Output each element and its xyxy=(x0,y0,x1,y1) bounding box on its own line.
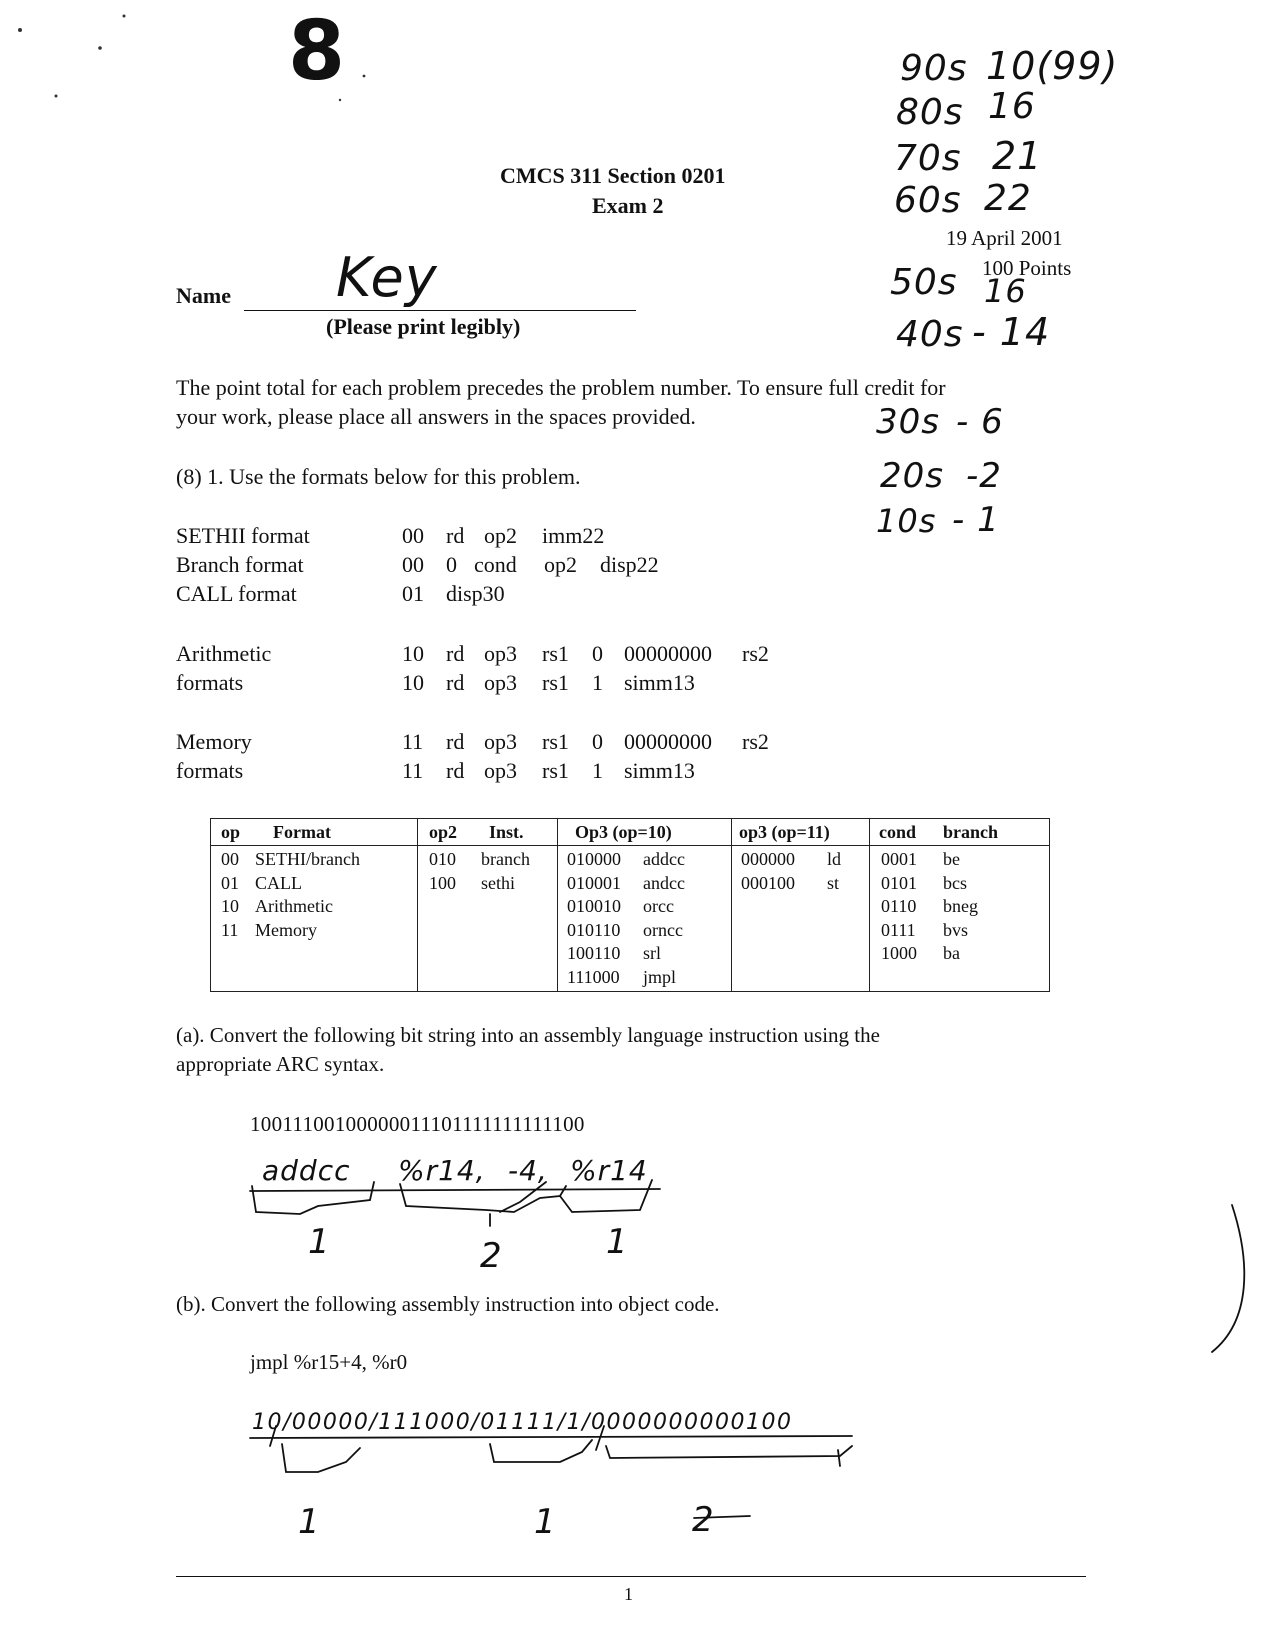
format-field: 10 xyxy=(402,641,424,666)
table-cell-op: 01 xyxy=(221,872,239,893)
format-field: op2 xyxy=(544,552,577,577)
table-cell-op3-arith: 010010 xyxy=(567,896,621,916)
grade-range: 10s xyxy=(876,502,937,540)
grade-count: 22 xyxy=(984,178,1032,219)
part-b-score: 2 xyxy=(692,1500,715,1540)
format-field: 00 xyxy=(402,552,424,577)
format-field: 00000000 xyxy=(624,729,712,754)
table-cell-op3-arith-inst: andcc xyxy=(643,872,685,893)
format-field: 00000000 xyxy=(624,641,712,666)
part-a-bit-string: 10011100100000011101111111111100 xyxy=(250,1112,585,1136)
part-a-prompt-line-2: appropriate ARC syntax. xyxy=(176,1052,385,1076)
table-cell-op3-arith: 010110 xyxy=(567,919,621,940)
part-a-answer-operand: %r14 xyxy=(570,1154,648,1187)
table-header: op2 xyxy=(429,822,458,842)
table-header: Format xyxy=(273,822,331,842)
grade-count: 21 xyxy=(992,134,1043,178)
table-cell-op3-arith-inst: addcc xyxy=(643,849,685,869)
table-cell-inst: branch xyxy=(481,849,530,869)
part-b-answer: 10/00000/111000/01111/1/0000000000100 xyxy=(252,1410,793,1435)
part-a-answer-mnemonic: addcc xyxy=(262,1154,351,1187)
grade-count: -2 xyxy=(966,456,1002,496)
format-field: 11 xyxy=(402,758,424,783)
format-field: rs1 xyxy=(542,758,569,783)
format-field: op3 xyxy=(484,670,517,695)
table-cell-cond: 0001 xyxy=(881,849,917,869)
page-marker: 8 xyxy=(288,4,346,99)
part-b-instruction: jmpl %r15+4, %r0 xyxy=(250,1350,408,1374)
format-field: op3 xyxy=(484,758,517,783)
grade-range: 90s xyxy=(900,48,968,89)
grade-range: 40s xyxy=(896,314,964,355)
format-field: simm13 xyxy=(624,670,695,695)
part-b-prompt: (b). Convert the following assembly instruction into object code. xyxy=(176,1292,720,1316)
format-field: rd xyxy=(446,641,465,666)
grade-count: - 1 xyxy=(952,500,1000,540)
table-cell-op3-mem: 000000 xyxy=(741,849,795,869)
format-field: rd xyxy=(446,523,465,548)
table-cell-format: SETHI/branch xyxy=(255,849,360,869)
grade-range: 70s xyxy=(894,138,962,179)
table-cell-op3-mem: 000100 xyxy=(741,872,795,893)
format-name: formats xyxy=(176,758,244,783)
format-field: rd xyxy=(446,758,465,783)
grade-count: - 14 xyxy=(972,310,1051,354)
part-b-score: 1 xyxy=(534,1502,557,1542)
table-cell-op2: 100 xyxy=(429,872,456,893)
table-cell-op: 11 xyxy=(221,919,239,940)
grade-range: 20s xyxy=(880,456,944,496)
format-field: rs2 xyxy=(742,729,769,754)
format-name: Arithmetic xyxy=(176,641,272,666)
table-cell-cond: 0101 xyxy=(881,872,917,893)
format-field: simm13 xyxy=(624,758,695,783)
table-cell-format: CALL xyxy=(255,872,302,893)
format-field: op3 xyxy=(484,641,517,666)
format-field: 0 xyxy=(592,729,603,754)
part-a-answer-operand: -4, xyxy=(508,1154,548,1187)
table-cell-branch: bcs xyxy=(943,872,967,893)
table-header: Inst. xyxy=(489,822,524,842)
format-name: Branch format xyxy=(176,552,304,577)
table-cell-inst: sethi xyxy=(481,872,515,893)
table-cell-op2: 010 xyxy=(429,849,456,869)
format-field: disp22 xyxy=(600,552,659,577)
table-cell-cond: 1000 xyxy=(881,943,917,963)
part-a-score: 1 xyxy=(308,1222,331,1262)
part-a-score: 2 xyxy=(480,1236,503,1276)
grade-range: 50s xyxy=(890,262,958,303)
format-field: 10 xyxy=(402,670,424,695)
table-cell-branch: bvs xyxy=(943,919,969,940)
grade-count: 16 xyxy=(988,86,1036,127)
format-field: rs2 xyxy=(742,641,769,666)
table-cell-branch: ba xyxy=(943,943,960,963)
format-field: rd xyxy=(446,729,465,754)
problem-1-intro: (8) 1. Use the formats below for this problem. xyxy=(176,464,581,489)
exam-points: 100 Points xyxy=(982,256,1072,280)
format-field: 1 xyxy=(592,758,603,783)
instructions-line-1: The point total for each problem precedes the problem number. To ensure full credit for xyxy=(176,375,946,400)
table-header: cond xyxy=(879,822,917,842)
part-b-score: 1 xyxy=(298,1502,321,1542)
name-hint: (Please print legibly) xyxy=(326,314,521,339)
name-label: Name xyxy=(176,283,231,308)
table-cell-format: Arithmetic xyxy=(255,896,333,916)
table-header: op3 (op=11) xyxy=(739,822,830,842)
format-field: rs1 xyxy=(542,641,569,666)
exam-date: 19 April 2001 xyxy=(946,226,1063,250)
grade-count: 16 xyxy=(984,272,1027,310)
table-cell-op3-mem-inst: ld xyxy=(827,849,842,869)
grade-range: 60s xyxy=(894,180,962,221)
instructions-line-2: your work, please place all answers in the spaces provided. xyxy=(176,404,696,429)
table-cell-op3-arith-inst: srl xyxy=(643,943,661,963)
table-cell-op3-arith: 111000 xyxy=(567,966,620,987)
format-name: CALL format xyxy=(176,581,297,606)
grade-range: 30s xyxy=(876,402,940,442)
table-cell-branch: bneg xyxy=(943,896,978,916)
table-cell-format: Memory xyxy=(255,919,317,940)
table-cell-op: 10 xyxy=(221,896,239,916)
table-cell-op3-mem-inst: st xyxy=(827,872,840,893)
format-field: disp30 xyxy=(446,581,505,606)
table-cell-op3-arith: 010000 xyxy=(567,849,621,869)
table-header: op xyxy=(221,822,241,842)
course-title: CMCS 311 Section 0201 xyxy=(500,163,726,188)
format-field: cond xyxy=(474,552,517,577)
table-cell-op3-arith-inst: jmpl xyxy=(643,966,677,987)
format-field: 1 xyxy=(592,670,603,695)
table-cell-op3-arith-inst: orcc xyxy=(643,896,674,916)
format-field: 01 xyxy=(402,581,424,606)
table-cell-op3-arith: 010001 xyxy=(567,872,621,893)
exam-title: Exam 2 xyxy=(592,193,664,218)
table-header: Op3 (op=10) xyxy=(575,822,672,842)
table-cell-cond: 0110 xyxy=(881,896,917,916)
format-field: rs1 xyxy=(542,729,569,754)
part-a-answer-operand: %r14, xyxy=(398,1154,486,1187)
grade-range: 80s xyxy=(896,92,964,133)
format-field: imm22 xyxy=(542,523,605,548)
format-field: 0 xyxy=(592,641,603,666)
format-field: 0 xyxy=(446,552,457,577)
format-field: op2 xyxy=(484,523,517,548)
table-header: branch xyxy=(943,822,999,842)
part-a-prompt-line-1: (a). Convert the following bit string into an assembly language instruction using the xyxy=(176,1023,880,1047)
part-a-score: 1 xyxy=(606,1222,629,1262)
table-cell-op: 00 xyxy=(221,849,239,869)
format-field: 00 xyxy=(402,523,424,548)
format-field: rd xyxy=(446,670,465,695)
table-cell-op3-arith: 100110 xyxy=(567,943,621,963)
format-field: 11 xyxy=(402,729,424,754)
name-value: Key xyxy=(336,246,438,309)
format-name: Memory xyxy=(176,729,252,754)
table-cell-cond: 0111 xyxy=(881,919,916,940)
table-cell-branch: be xyxy=(943,849,960,869)
grade-count: 10(99) xyxy=(986,44,1119,88)
format-field: rs1 xyxy=(542,670,569,695)
format-name: formats xyxy=(176,670,244,695)
page-number: 1 xyxy=(624,1584,633,1604)
format-field: op3 xyxy=(484,729,517,754)
grade-count: - 6 xyxy=(956,402,1004,442)
table-cell-op3-arith-inst: orncc xyxy=(643,919,683,940)
format-name: SETHII format xyxy=(176,523,310,548)
